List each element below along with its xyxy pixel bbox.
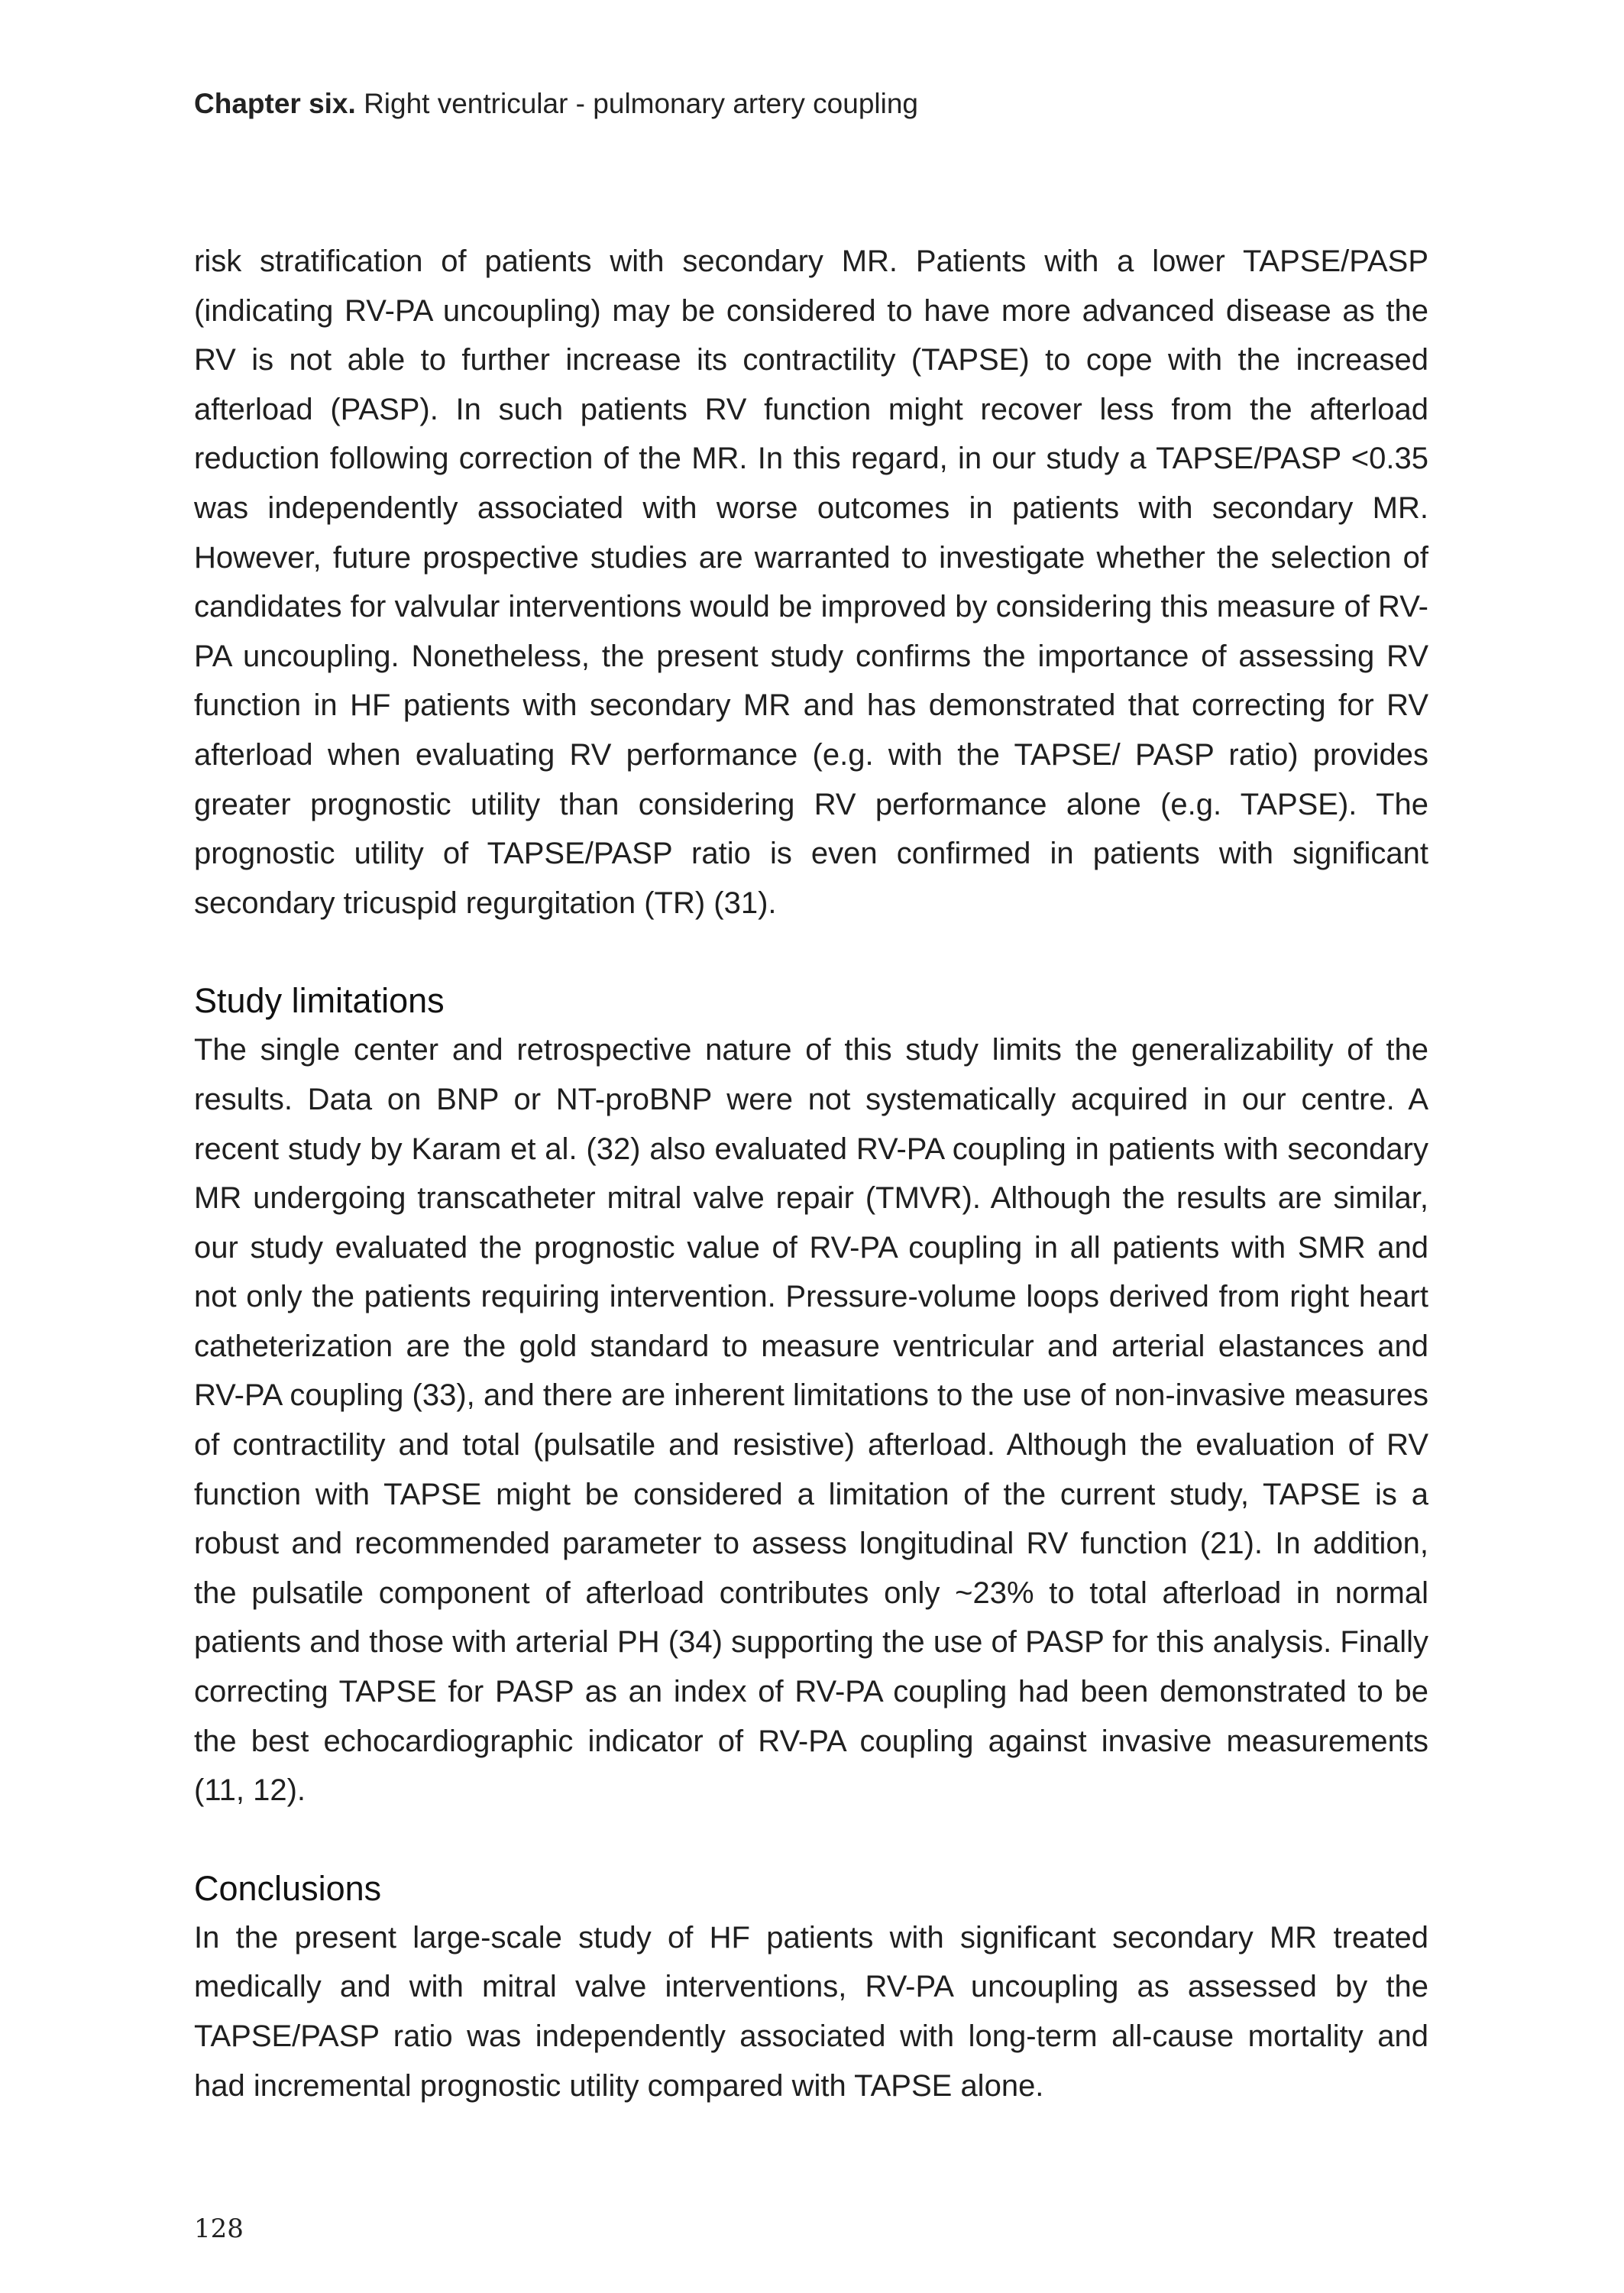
page-body bbox=[194, 237, 1428, 2110]
chapter-title: Right ventricular - pulmonary artery coupling bbox=[364, 88, 919, 119]
study-limitations-paragraph: The single center and retrospective nature of this study limits the generalizability of the results. Data on BNP or NT-proBNP were not systematically acquired in our centre. A recent study by Karam et al. (32) also evaluated RV-PA coupling in patients with secondary MR undergoing transcatheter mitral valve repair (TMVR). Although the results are similar, our study evaluated the prognostic value of RV-PA coupling in all patients with SMR and not only the patients requiring intervention. Pressure-volume loops derived from right heart catheterization are the gold standard to measure ventricular and arterial elastances and RV-PA coupling (33), and there are inherent limitations to the use of non-invasive measures of contractility and total (pulsatile and resistive) afterload. Although the evaluation of RV function with TAPSE might be considered a limitation of the current study, TAPSE is a robust and recommended parameter to assess longitudinal RV function (21). In addition, the pulsatile component of afterload contributes only ~23% to total afterload in normal patients and those with arterial PH (34) supporting the use of PASP for this analysis. Finally correcting TAPSE for PASP as an index of RV-PA coupling had been demonstrated to be the best echocardiographic indicator of RV-PA coupling against invasive measurements (11, 12). bbox=[194, 1033, 1428, 1808]
study-limitations-heading: Study limitations bbox=[194, 981, 445, 1021]
chapter-label: Chapter six. bbox=[194, 88, 356, 119]
running-header bbox=[194, 86, 918, 122]
page-number: 128 bbox=[194, 2214, 244, 2244]
conclusions-paragraph: In the present large-scale study of HF patients with significant secondary MR treated medically and with mitral valve interventions, RV-PA uncoupling as assessed by the TAPSE/PASP ratio was independently associated with long-term all-cause mortality and had incremental prognostic utility compared with TAPSE alone. bbox=[194, 1920, 1428, 2103]
intro-paragraph: risk stratification of patients with secondary MR. Patients with a lower TAPSE/PASP (indicating RV-PA uncoupling) may be considered to have more advanced disease as the RV is not able to further increase its contractility (TAPSE) to cope with the increased afterload (PASP). In such patients RV function might recover less from the afterload reduction following correction of the MR. In this regard, in our study a TAPSE/PASP <0.35 was independently associated with worse outcomes in patients with secondary MR. However, future prospective studies are warranted to investigate whether the selection of candidates for valvular interventions would be improved by considering this measure of RV-PA uncoupling. Nonetheless, the present study confirms the importance of assessing RV function in HF patients with secondary MR and has demonstrated that correcting for RV afterload when evaluating RV performance (e.g. with the TAPSE/ PASP ratio) provides greater prognostic utility than considering RV performance alone (e.g. TAPSE). The prognostic utility of TAPSE/PASP ratio is even confirmed in patients with significant secondary tricuspid regurgitation (TR) (31). bbox=[194, 245, 1428, 920]
conclusions-heading: Conclusions bbox=[194, 1868, 382, 1908]
